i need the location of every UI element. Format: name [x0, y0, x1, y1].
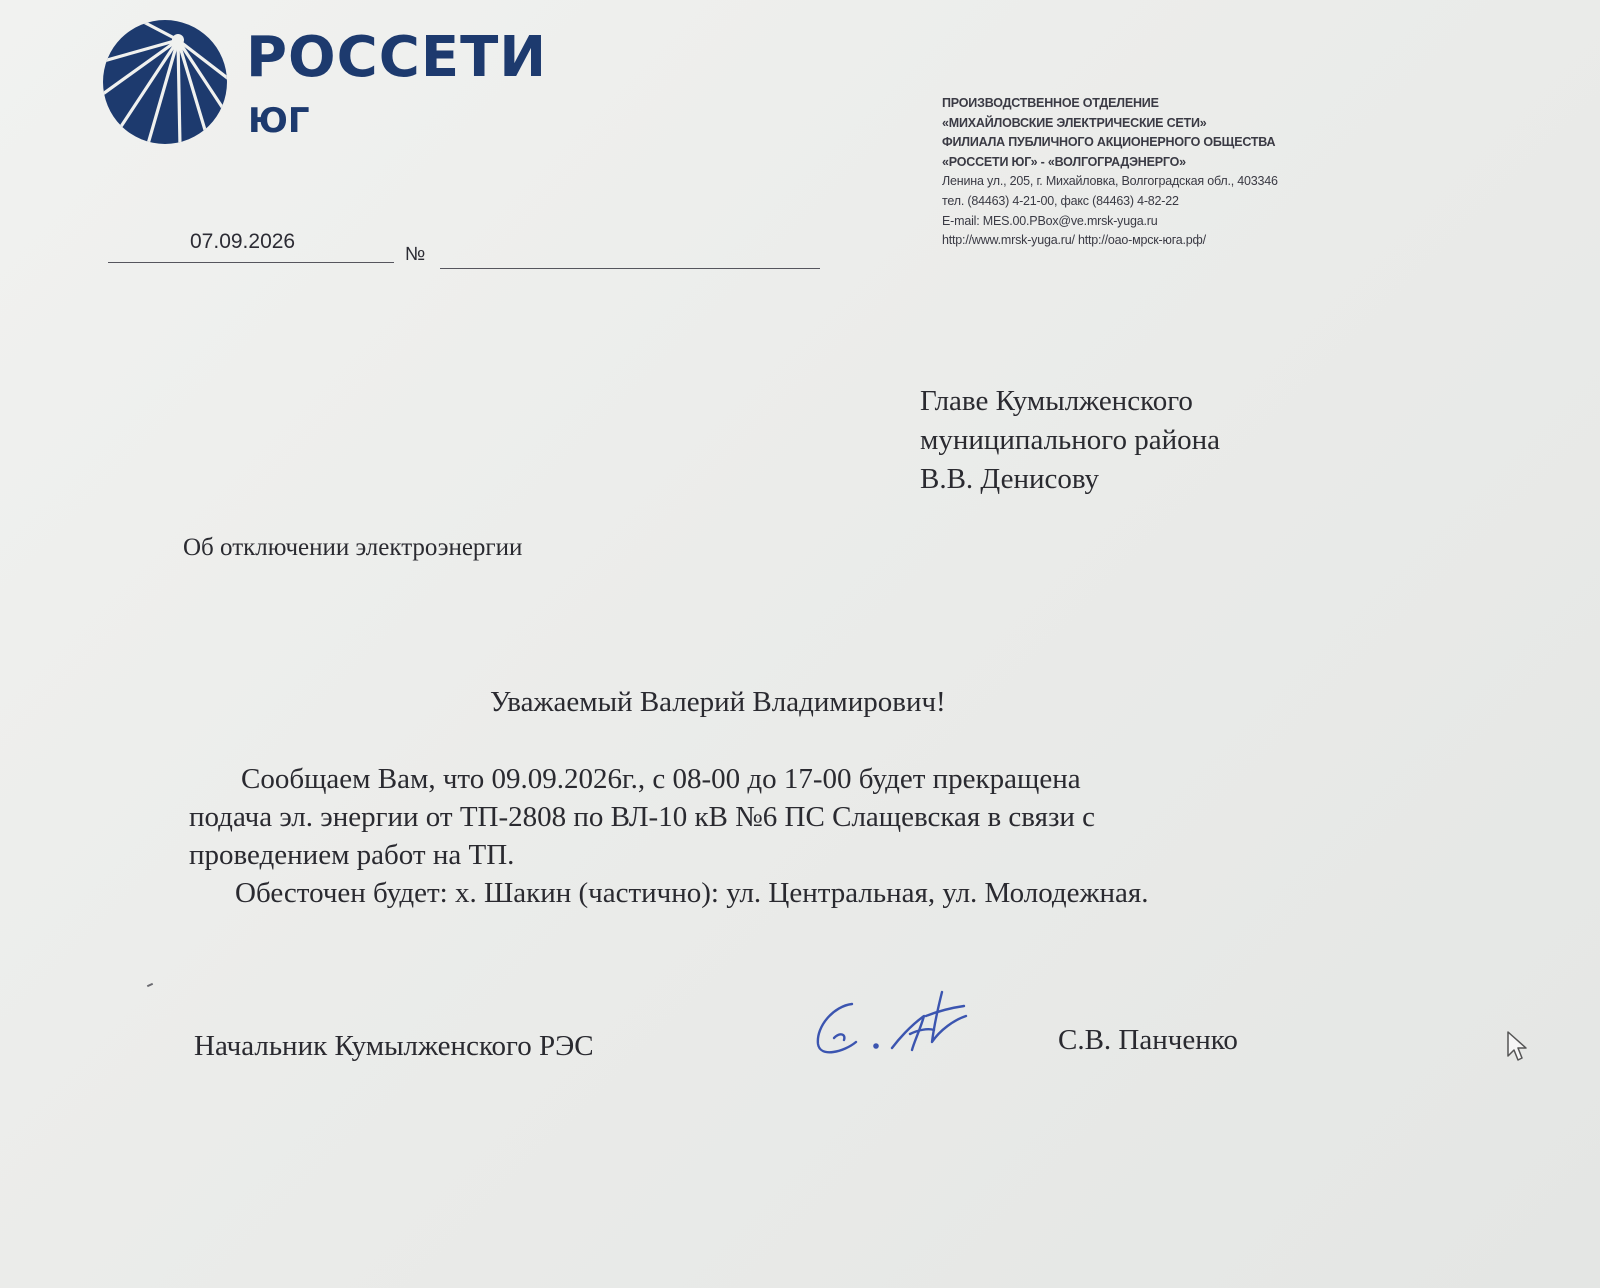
body-line: подача эл. энергии от ТП-2808 по ВЛ-10 кВ №6 ПС Слащевская в связи с [189, 801, 1096, 833]
brand-subtitle: ЮГ [248, 101, 310, 141]
paper-speck [147, 983, 153, 987]
body-line: проведением работ на ТП. [189, 839, 515, 871]
org-websites: http://www.mrsk-yuga.ru/ http://оао-мрск-юга.рф/ [942, 233, 1206, 248]
org-line: «МИХАЙЛОВСКИЕ ЭЛЕКТРИЧЕСКИЕ СЕТИ» [942, 115, 1207, 130]
addressee-line: Главе Кумылженского [920, 385, 1193, 417]
brand-name: РОССЕТИ [246, 25, 548, 90]
addressee-block [920, 382, 1220, 499]
body-line: Обесточен будет: х. Шакин (частично): ул. Центральная, ул. Молодежная. [235, 877, 1149, 909]
addressee-name: В.В. Денисову [920, 463, 1100, 495]
signer-name: С.В. Панченко [1058, 1024, 1238, 1056]
handwritten-signature [814, 986, 994, 1066]
letter-body [189, 760, 1299, 912]
organization-details [942, 94, 1362, 251]
letter-subject: Об отключении электроэнергии [183, 534, 523, 561]
date-underline [108, 262, 394, 263]
number-underline [440, 268, 820, 269]
mouse-pointer-icon [1506, 1030, 1530, 1062]
rosseti-logo-icon [100, 18, 230, 146]
number-label: № [405, 244, 426, 265]
org-line: ФИЛИАЛА ПУБЛИЧНОГО АКЦИОНЕРНОГО ОБЩЕСТВА [942, 135, 1276, 150]
org-line: «РОССЕТИ ЮГ» - «ВОЛГОГРАДЭНЕРГО» [942, 154, 1186, 169]
letter-date: 07.09.2026 [190, 230, 296, 253]
org-line: ПРОИЗВОДСТВЕННОЕ ОТДЕЛЕНИЕ [942, 96, 1159, 110]
salutation: Уважаемый Валерий Владимирович! [490, 686, 946, 718]
org-phone: тел. (84463) 4-21-00, факс (84463) 4-82-22 [942, 193, 1179, 208]
addressee-line: муниципального района [920, 424, 1220, 456]
org-address: Ленина ул., 205, г. Михайловка, Волгоградская обл., 403346 [942, 174, 1278, 189]
body-line: Сообщаем Вам, что 09.09.2026г., с 08-00 до 17-00 будет прекращена [241, 763, 1081, 795]
org-email: E-mail: MES.00.PBox@ve.mrsk-yuga.ru [942, 213, 1158, 228]
signer-position: Начальник Кумылженского РЭС [194, 1030, 594, 1062]
